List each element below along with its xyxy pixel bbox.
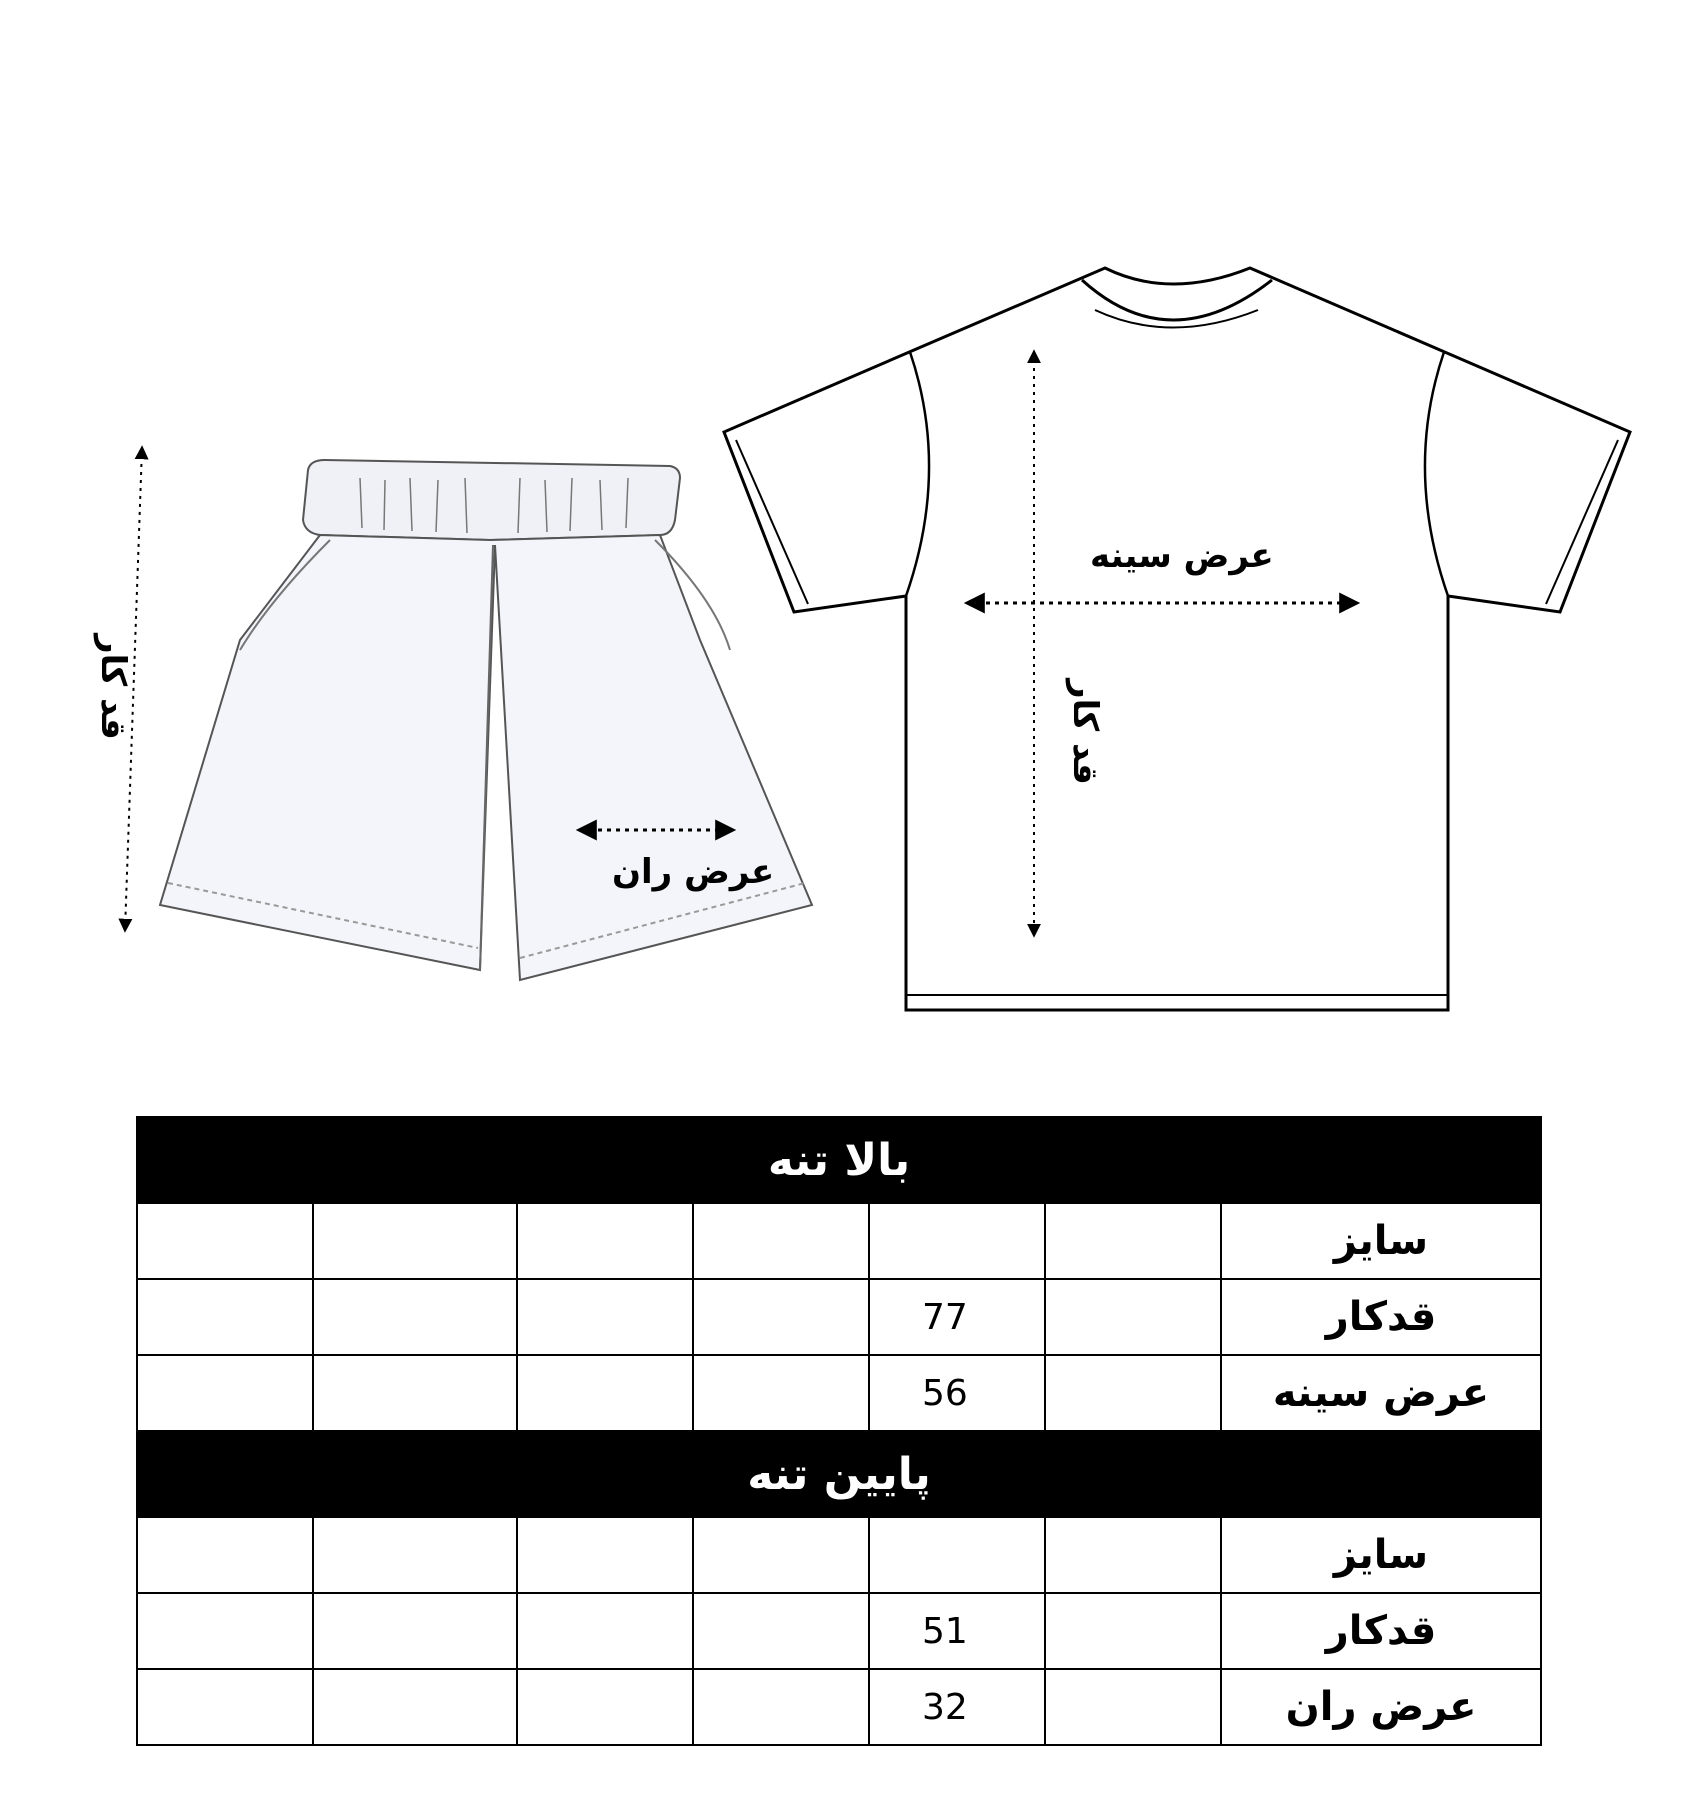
tshirt-drawing xyxy=(724,268,1630,1010)
chest-width-label: عرض سینه xyxy=(1090,536,1274,576)
bottom-section-header xyxy=(137,1431,1541,1517)
row-label: عرض ران xyxy=(1221,1669,1541,1745)
table-cell xyxy=(137,1279,313,1355)
table-cell xyxy=(693,1203,869,1279)
table-cell xyxy=(137,1669,313,1745)
table-cell xyxy=(693,1279,869,1355)
table-cell xyxy=(693,1517,869,1593)
table-cell xyxy=(517,1355,693,1431)
table-cell xyxy=(517,1517,693,1593)
table-cell xyxy=(137,1517,313,1593)
table-cell xyxy=(313,1279,517,1355)
table-cell xyxy=(313,1593,517,1669)
table-cell xyxy=(869,1203,1045,1279)
row-label: قدکار xyxy=(1221,1593,1541,1669)
table-cell xyxy=(517,1203,693,1279)
top-section-header xyxy=(137,1117,1541,1203)
table-cell: 77 xyxy=(869,1279,1045,1355)
row-label: سایز xyxy=(1221,1203,1541,1279)
table-cell xyxy=(137,1203,313,1279)
table-row xyxy=(137,1279,1541,1355)
size-table xyxy=(136,1116,1542,1746)
table-row xyxy=(137,1355,1541,1431)
table-cell xyxy=(693,1355,869,1431)
thigh-width-label: عرض ران xyxy=(612,852,775,892)
table-cell: 32 xyxy=(869,1669,1045,1745)
table-cell xyxy=(1045,1203,1221,1279)
bottom-section-title: پایین تنه xyxy=(137,1431,1541,1517)
table-cell xyxy=(1045,1517,1221,1593)
top-section-title: بالا تنه xyxy=(137,1117,1541,1203)
table-row xyxy=(137,1669,1541,1745)
table-cell xyxy=(517,1279,693,1355)
table-cell xyxy=(1045,1279,1221,1355)
shirt-length-label: قد کار xyxy=(1064,679,1105,785)
table-cell xyxy=(693,1593,869,1669)
table-cell xyxy=(313,1355,517,1431)
row-label: سایز xyxy=(1221,1517,1541,1593)
table-cell xyxy=(313,1669,517,1745)
table-cell xyxy=(869,1517,1045,1593)
table-cell xyxy=(137,1355,313,1431)
table-cell xyxy=(313,1517,517,1593)
table-cell: 56 xyxy=(869,1355,1045,1431)
table-cell xyxy=(1045,1669,1221,1745)
table-row xyxy=(137,1203,1541,1279)
table-cell xyxy=(693,1669,869,1745)
table-row xyxy=(137,1593,1541,1669)
table-cell xyxy=(1045,1593,1221,1669)
table-cell xyxy=(1045,1355,1221,1431)
table-cell xyxy=(517,1593,693,1669)
table-cell xyxy=(137,1593,313,1669)
shorts-drawing xyxy=(160,460,812,980)
row-label: قدکار xyxy=(1221,1279,1541,1355)
table-row xyxy=(137,1517,1541,1593)
table-cell xyxy=(517,1669,693,1745)
table-cell: 51 xyxy=(869,1593,1045,1669)
table-cell xyxy=(313,1203,517,1279)
shorts-length-label: قد کار xyxy=(92,634,133,740)
row-label: عرض سینه xyxy=(1221,1355,1541,1431)
